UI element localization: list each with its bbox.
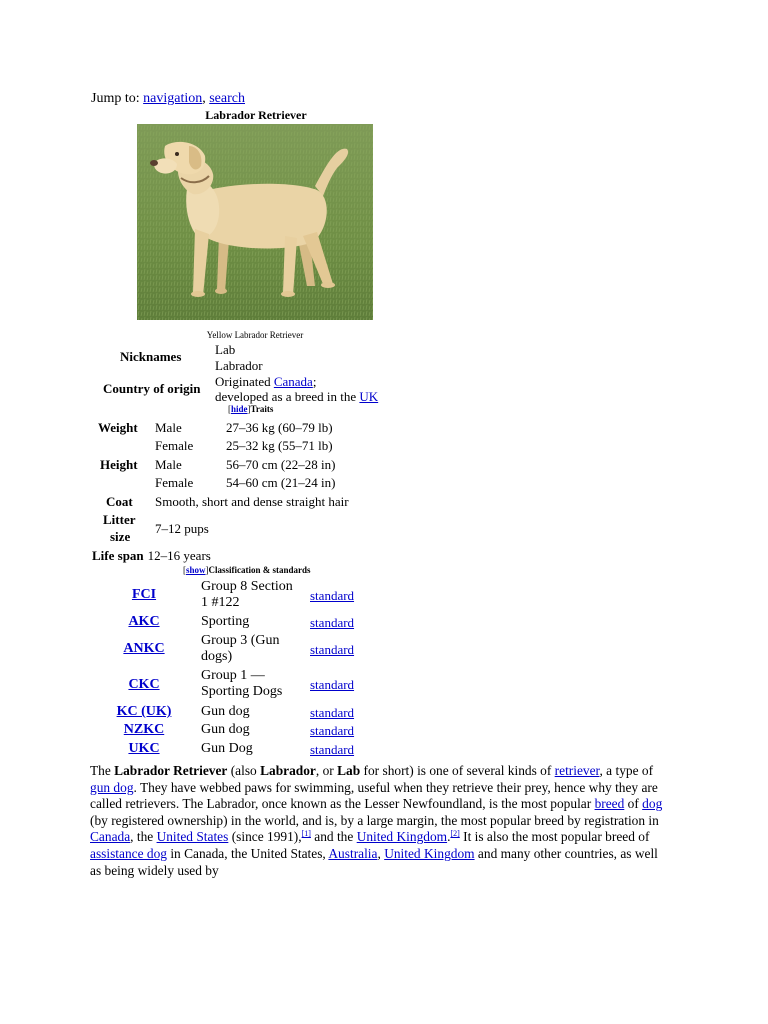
ukc-group: Gun Dog	[201, 741, 253, 756]
lifespan-label: Life span	[92, 548, 144, 563]
height-female-value: 54–60 cm (21–24 in)	[226, 475, 336, 490]
dog-link[interactable]: dog	[642, 796, 663, 812]
fci-group-line-2: 1 #122	[201, 595, 240, 610]
text: and many other countries, as well as being widely used by	[90, 845, 658, 878]
lifespan-row	[92, 547, 211, 565]
jump-to-label: Jump to:	[91, 91, 144, 106]
article-intro-paragraph	[90, 763, 670, 879]
traits-hide-toggle[interactable]: hide	[231, 404, 248, 414]
reference-1-link[interactable]: [1]	[301, 829, 311, 839]
origin-text: Originated	[215, 374, 274, 389]
text: , the	[130, 829, 157, 845]
united-states-link[interactable]: United States	[156, 829, 229, 845]
classification-show-toggle[interactable]: show	[186, 565, 206, 575]
bold-term: Lab	[337, 763, 361, 778]
litter-label-2: size	[110, 529, 131, 544]
retriever-link[interactable]: retriever	[554, 763, 600, 778]
search-link[interactable]: search	[209, 91, 245, 106]
text: , or	[315, 763, 338, 778]
united-kingdom-link-2[interactable]: United Kingdom	[384, 845, 475, 861]
kc-uk-link[interactable]: KC (UK)	[116, 704, 172, 719]
ukc-standard-link[interactable]: standard	[310, 742, 355, 757]
height-female-label: Female	[155, 475, 194, 490]
weight-label: Weight	[98, 420, 138, 435]
nicknames-label: Nicknames	[120, 349, 182, 364]
navigation-link[interactable]: navigation	[143, 91, 203, 106]
infobox-title: Labrador Retriever	[205, 108, 307, 122]
bold-term: Labrador	[260, 763, 316, 778]
traits-label: Traits	[250, 404, 274, 414]
text: The	[90, 763, 115, 778]
text: (also	[227, 763, 261, 778]
labrador-photo	[137, 124, 373, 320]
bold-term: Labrador Retriever	[114, 763, 228, 778]
fci-group-line-1: Group 8 Section	[201, 579, 293, 594]
text: (by registered ownership) in the world, and is, by a large margin, the most popular breed by registration in	[90, 812, 659, 828]
traits-header: [hide]Traits	[228, 404, 274, 414]
australia-link[interactable]: Australia	[328, 845, 378, 861]
separator: ,	[202, 91, 210, 106]
canada-article-link[interactable]: Canada	[90, 829, 131, 845]
text: of	[624, 796, 643, 812]
origin-text-2: developed as a breed in the	[215, 389, 360, 404]
jump-to-bar	[91, 91, 245, 107]
classification-header: [show]Classification & standards	[183, 565, 311, 575]
photo-caption: Yellow Labrador Retriever	[206, 330, 304, 340]
ckc-group-line-2: Sporting Dogs	[201, 684, 283, 699]
litter-value: 7–12 pups	[155, 521, 209, 536]
weight-female-label: Female	[155, 438, 194, 453]
origin-line-2	[215, 389, 378, 405]
ckc-standard-link[interactable]: standard	[310, 677, 355, 692]
coat-label: Coat	[106, 494, 133, 509]
text: , a type of	[599, 763, 654, 778]
height-male-label: Male	[155, 457, 182, 472]
weight-male-value: 27–36 kg (60–79 lb)	[226, 420, 333, 435]
kc-uk-standard-link[interactable]: standard	[310, 705, 355, 720]
text: (since 1991),	[228, 829, 302, 845]
akc-group: Sporting	[201, 614, 250, 629]
akc-standard-link[interactable]: standard	[310, 615, 355, 630]
text: It is also the most popular breed of	[459, 829, 650, 845]
classification-label: Classification & standards	[208, 565, 311, 575]
text: and the	[310, 829, 357, 845]
weight-male-label: Male	[155, 420, 182, 435]
canada-link[interactable]: Canada	[273, 374, 313, 389]
text: . They have webbed paws for swimming, useful when they retrieve their prey, hence why they are called retrievers. The Labrador, once known as the Lesser Newfoundland, is the most popular	[90, 779, 658, 812]
united-kingdom-link[interactable]: United Kingdom	[356, 829, 448, 845]
nzkc-link[interactable]: NZKC	[123, 722, 165, 737]
akc-link[interactable]: AKC	[128, 614, 160, 629]
fci-link[interactable]: FCI	[131, 587, 157, 602]
assistance-dog-link[interactable]: assistance dog	[90, 845, 167, 861]
text: for short) is one of several kinds of	[360, 763, 555, 778]
nzkc-group: Gun dog	[201, 722, 250, 737]
text: ,	[377, 845, 385, 861]
ukc-link[interactable]: UKC	[128, 741, 160, 756]
height-label: Height	[100, 457, 138, 472]
nickname-2: Labrador	[215, 358, 263, 373]
origin-label: Country of origin	[103, 381, 201, 396]
coat-value: Smooth, short and dense straight hair	[155, 494, 349, 509]
kc-uk-group: Gun dog	[201, 704, 250, 719]
litter-label-1: Litter	[103, 512, 136, 527]
fci-standard-link[interactable]: standard	[310, 588, 355, 603]
origin-semicolon: ;	[312, 374, 317, 389]
gun-dog-link[interactable]: gun dog	[90, 779, 134, 795]
breed-link[interactable]: breed	[594, 796, 625, 812]
ankc-group-line-2: dogs)	[201, 649, 233, 664]
ankc-link[interactable]: ANKC	[123, 641, 165, 656]
uk-link[interactable]: UK	[359, 389, 379, 404]
weight-female-value: 25–32 kg (55–71 lb)	[226, 438, 333, 453]
reference-2-link[interactable]: [2]	[450, 829, 460, 839]
ankc-standard-link[interactable]: standard	[310, 642, 355, 657]
ckc-link[interactable]: CKC	[128, 677, 160, 692]
text: .	[447, 829, 451, 845]
origin-line-1	[215, 374, 316, 390]
height-male-value: 56–70 cm (22–28 in)	[226, 457, 336, 472]
ankc-group-line-1: Group 3 (Gun	[201, 633, 280, 648]
text: in Canada, the United States,	[166, 845, 329, 861]
nickname-1: Lab	[215, 342, 236, 357]
nzkc-standard-link[interactable]: standard	[310, 723, 355, 738]
ckc-group-line-1: Group 1 —	[201, 668, 265, 683]
lifespan-value: 12–16 years	[147, 548, 211, 563]
